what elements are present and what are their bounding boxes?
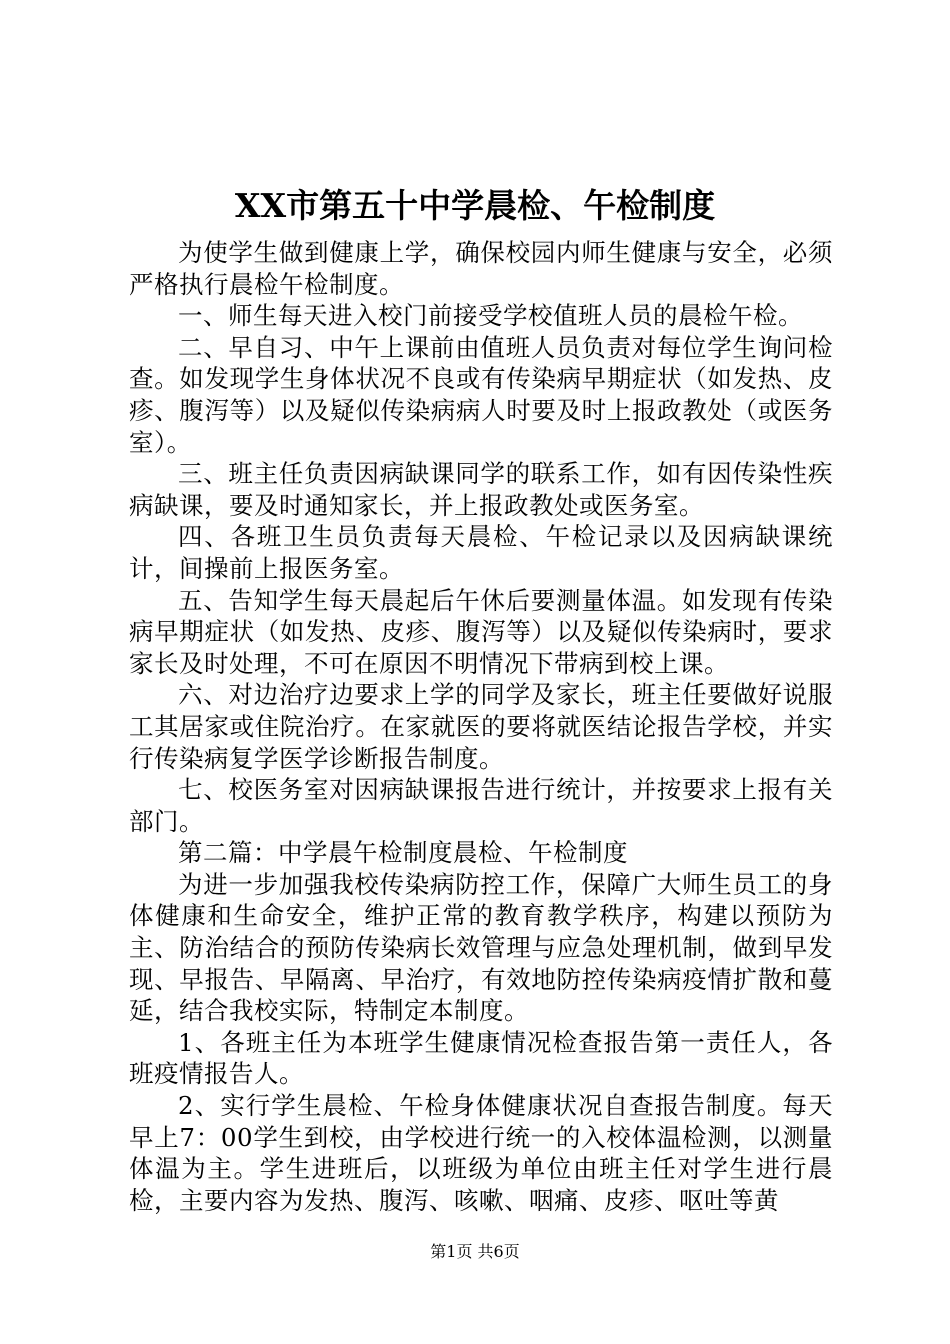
paragraph-section2-item-1: 1、各班主任为本班学生健康情况检查报告第一责任人，各班疫情报告人。 bbox=[129, 1027, 833, 1089]
paragraph-section2-item-2: 2、实行学生晨检、午检身体健康状况自查报告制度。每天早上7：00学生到校，由学校进行统一的入校体温检测，以测量体温为主。学生进班后，以班级为单位由班主任对学生进行晨检，主要内容为发热、腹泻、咳嗽、咽痛、皮疹、呕吐等黄 bbox=[129, 1091, 833, 1215]
page-footer: 第1页 共6页 bbox=[430, 1242, 520, 1261]
paragraph-item-6: 六、对边治疗边要求上学的同学及家长，班主任要做好说服工其居家或住院治疗。在家就医的要将就医结论报告学校，并实行传染病复学医学诊断报告制度。 bbox=[129, 680, 833, 773]
section-heading: 第二篇：中学晨午检制度晨检、午检制度 bbox=[178, 838, 628, 868]
paragraph-item-1: 一、师生每天进入校门前接受学校值班人员的晨检午检。 bbox=[178, 301, 803, 331]
paragraph-item-5: 五、告知学生每天晨起后午休后要测量体温。如发现有传染病早期症状（如发热、皮疹、腹泻等）以及疑似传染病时，要求家长及时处理，不可在原因不明情况下带病到校上课。 bbox=[129, 585, 833, 678]
paragraph-section2-intro: 为进一步加强我校传染病防控工作，保障广大师生员工的身体健康和生命安全，维护正常的教育教学秩序，构建以预防为主、防治结合的预防传染病长效管理与应急处理机制，做到早发现、早报告、早隔离、早治疗，有效地防控传染病疫情扩散和蔓延，结合我校实际，特制定本制度。 bbox=[129, 869, 833, 1026]
document-title: XX市第五十中学晨检、午检制度 bbox=[234, 186, 716, 225]
document-body bbox=[129, 237, 833, 1216]
paragraph-intro: 为使学生做到健康上学，确保校园内师生健康与安全，必须严格执行晨检午检制度。 bbox=[129, 238, 833, 299]
paragraph-item-3: 三、班主任负责因病缺课同学的联系工作，如有因传染性疾病缺课，要及时通知家长，并上报政教处或医务室。 bbox=[129, 459, 833, 520]
paragraph-item-2: 二、早自习、中午上课前由值班人员负责对每位学生询问检查。如发现学生身体状况不良或有传染病早期症状（如发热、皮疹、腹泻等）以及疑似传染病病人时要及时上报政教处（或医务室）。 bbox=[129, 332, 833, 457]
paragraph-item-4: 四、各班卫生员负责每天晨检、午检记录以及因病缺课统计，间操前上报医务室。 bbox=[129, 522, 833, 583]
paragraph-item-7: 七、校医务室对因病缺课报告进行统计，并按要求上报有关部门。 bbox=[129, 775, 833, 836]
